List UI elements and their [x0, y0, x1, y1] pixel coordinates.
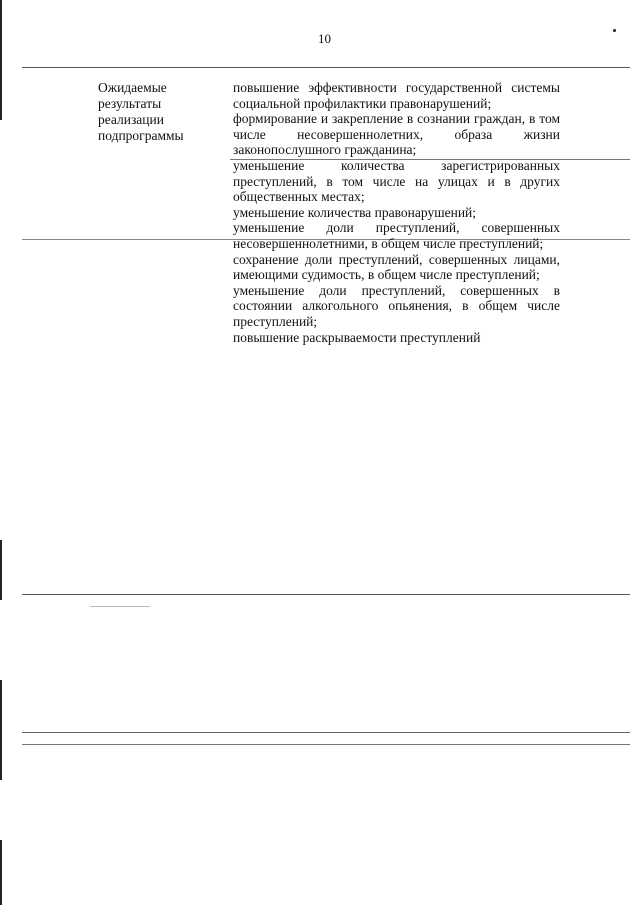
scan-edge — [0, 840, 2, 905]
label-line: реализации — [98, 112, 164, 127]
scan-edge — [0, 0, 2, 120]
result-item: уменьшение доли преступлений, совершенных в состоянии алкогольного опьянения, в общем числе преступлений; — [233, 282, 560, 329]
expected-results-list — [233, 80, 560, 345]
result-item: уменьшение количества зарегистрированных преступлений, в том числе на улицах и в других общественных местах; — [233, 157, 560, 205]
result-item: уменьшение доли преступлений, совершенных несовершеннолетними, в общем числе преступлений; — [233, 220, 560, 251]
label-line: Ожидаемые — [98, 80, 167, 95]
expected-results-label — [98, 80, 218, 144]
result-item: сохранение доли преступлений, совершенных лицами, имеющими судимость, в общем числе преступлений; — [233, 251, 560, 283]
scan-rule — [22, 744, 630, 745]
label-line: результаты — [98, 96, 162, 111]
result-item: повышение раскрываемости преступлений — [233, 329, 481, 345]
scan-rule — [90, 606, 150, 607]
scan-edge — [0, 540, 2, 600]
result-item: повышение эффективности государственной системы социальной профилактики правонарушений; — [233, 80, 560, 111]
label-line: подпрограммы — [98, 128, 184, 143]
scan-edge — [0, 680, 2, 780]
scan-speck — [613, 29, 616, 32]
page-number: 10 — [318, 31, 331, 46]
table-top-rule — [22, 67, 630, 68]
scan-rule — [22, 732, 630, 733]
result-item: формирование и закрепление в сознании граждан, в том числе несовершеннолетних, образа жизни законопослушного гражданина; — [233, 111, 560, 158]
result-item: уменьшение количества правонарушений; — [233, 204, 477, 220]
scan-rule — [22, 594, 630, 595]
